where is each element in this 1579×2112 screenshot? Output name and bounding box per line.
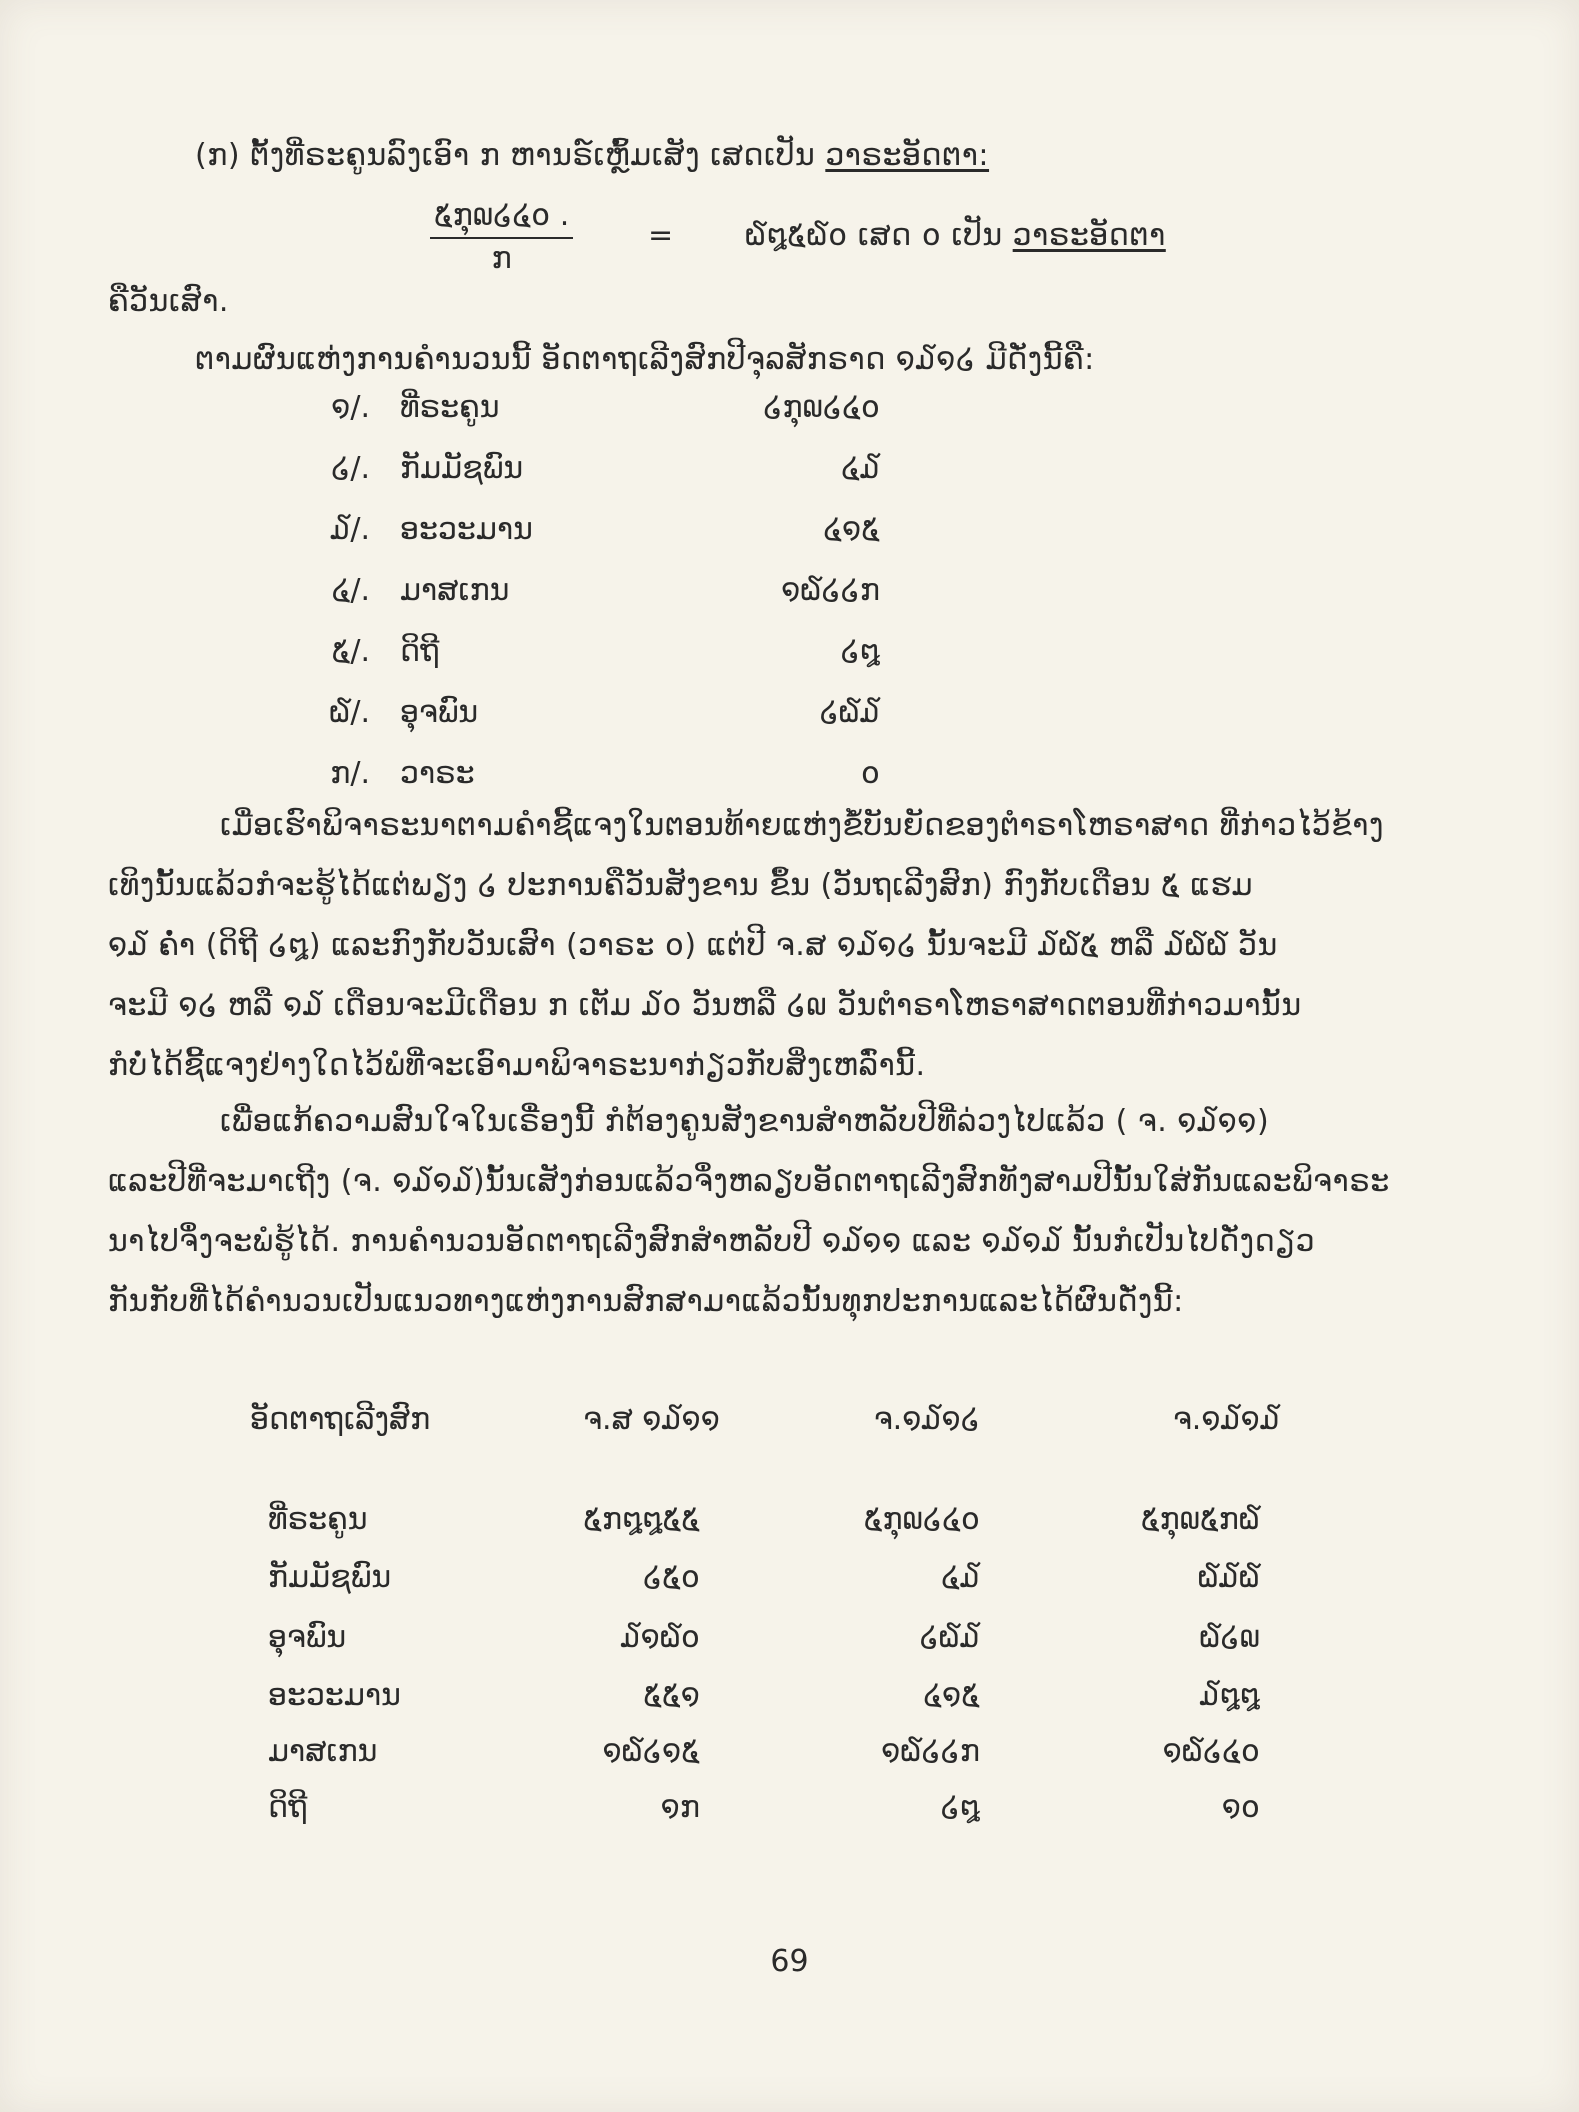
table-row-label: ທີ່ຣະຄູນ <box>268 1502 368 1537</box>
list-item-number: ໑/. <box>331 390 370 425</box>
table-cell: ໒໕໐ <box>642 1560 700 1595</box>
paragraph-line: ເພື່ອແກ້ຄວາມສົນໃຈໃນເຣື່ອງນີ້ ກໍຕ້ອງຄູນສັງຂານສຳຫລັບປີທີ່ລ່ວງໄປແລ້ວ ( ຈ. ໑໓໑໑) <box>220 1104 1270 1139</box>
table-cell: ໔໑໕ <box>923 1678 980 1713</box>
list-item-label: ດິຖີ <box>400 634 440 669</box>
table-header-label: ອັດຕາຖເລີງສົກ <box>250 1402 431 1437</box>
table-cell: ໒໖໓ <box>919 1620 980 1655</box>
text-line-4: ຕາມຜົນແຫ່ງການຄຳນວນນີ້ ອັດຕາຖເລີງສົກປີຈຸລສັກຣາດ ໑໓໑໒ ມີດັ່ງນີ້ຄື: <box>195 342 1095 377</box>
table-header-cell: ຈ.໑໓໑໓ <box>1172 1402 1280 1437</box>
list-item-number: ໒/. <box>331 451 370 486</box>
paragraph-line: ແລະປີທີ່ຈະມາເຖີງ (ຈ. ໑໓໑໓)ນັ້ນເສັງກ່ອນແລ້ວຈຶ່ງຫລຽບອັດຕາຖເລີງສົກທັງສາມປີນັ້ນໃສ່ກັນແລະພິຈາຣະ <box>108 1164 1390 1199</box>
text-line-1 <box>195 138 989 174</box>
table-cell: ໕ກຸ໙໕ກ໖ <box>1140 1502 1260 1537</box>
table-row-label: ດິຖີ <box>268 1790 308 1825</box>
formula-result-underlined: ວາຣະອັດຕາ <box>1012 218 1166 253</box>
list-item-number: ກ/. <box>330 756 370 791</box>
table-cell: ໓໑໖໐ <box>620 1620 700 1655</box>
line-1-underlined: ວາຣະອັດຕາ: <box>825 138 990 173</box>
paragraph-line: ກັນກັບທີ່ໄດ້ຄຳນວນເປັນແນວທາງແຫ່ງການສົກສາມາແລ້ວນັ້ນທຸກປະການແລະໄດ້ຜົນດັ່ງນີ້: <box>108 1284 1184 1319</box>
list-item-value: ໒໘ <box>840 634 880 669</box>
formula-fraction <box>430 198 573 276</box>
list-item-label: ອະວະມານ <box>400 512 533 547</box>
table-cell: ໓໘໘ <box>1199 1678 1260 1713</box>
list-item-label: ທີ່ຣະຄູນ <box>400 390 500 425</box>
formula-equals: = <box>648 218 674 253</box>
list-item-value: ໒ກຸ໙໒໔໐ <box>763 390 880 425</box>
table-cell: ໑ກ <box>660 1790 700 1825</box>
paragraph-line: ກໍບໍ່ໄດ້ຊີ້ແຈງຢ່າງໃດໄວ້ພໍທີ່ຈະເອົາມາພິຈາຣະນາກ່ຽວກັບສິ່ງເຫລົ່ານີ້. <box>108 1048 926 1083</box>
list-item-value: ໔໑໕ <box>823 512 880 547</box>
page-number: 69 <box>770 1944 809 1979</box>
table-cell: ໑໖໒໒ກ <box>881 1734 980 1769</box>
table-cell: ໕ກ໘໘໕໕ <box>583 1502 700 1537</box>
list-item-number: ໖/. <box>329 695 370 730</box>
list-item-number: ໓/. <box>330 512 370 547</box>
list-item-label: ກັມມັຊພົນ <box>400 451 524 486</box>
text-line-3: ຄືວັນເສົາ. <box>108 284 229 319</box>
list-item-value: ໐ <box>860 756 880 791</box>
list-item-label: ວາຣະ <box>400 756 475 791</box>
paragraph-line: ເມື່ອເຮົາພິຈາຣະນາຕາມຄຳຊີ້ແຈງໃນຕອນທ້າຍແຫ່ງຂໍ້ບັນຍັດຂອງຕຳຣາໂຫຣາສາດ ທີ່ກ່າວໄວ້ຂ້າງ <box>220 808 1384 843</box>
table-row-label: ອຸຈພົນ <box>268 1620 347 1655</box>
table-header-cell: ຈ.ສ ໑໓໑໑ <box>583 1402 720 1437</box>
table-header-cell: ຈ.໑໓໑໒ <box>873 1402 980 1437</box>
table-cell: ໔໓ <box>941 1560 980 1595</box>
table-row-label: ມາສເກນ <box>268 1734 378 1769</box>
list-item-value: ໑໖໒໒ກ <box>781 573 880 608</box>
paragraph-line: ໑໓ ຄ່ຳ (ດິຖີ ໒໘) ແລະກົງກັບວັນເສົາ (ວາຣະ ໐) ແຕ່ປີ ຈ.ສ ໑໓໑໒ ນັ້ນຈະມີ ໓໖໕ ຫລື ໓໖໖ ວັນ <box>108 928 1278 963</box>
table-cell: ໑໖໒໑໕ <box>602 1734 700 1769</box>
formula-result <box>745 218 1166 254</box>
table-cell: ໒໘ <box>940 1790 980 1825</box>
formula-denominator: ກ <box>491 241 512 276</box>
table-cell: ໕໕໑ <box>643 1678 700 1713</box>
formula-result-text: ໖໘໕໖໐ ເສດ ໐ ເປັນ <box>745 218 1003 253</box>
table-cell: ໑໖໒໔໐ <box>1162 1734 1260 1769</box>
formula-numerator: ໕ກຸ໙໒໔໐ . <box>430 198 573 239</box>
table-row-label: ອະວະມານ <box>268 1678 401 1713</box>
paragraph-line: ຈະມີ ໑໒ ຫລື ໑໓ ເດືອນຈະມີເດືອນ ກ ເຕັມ ໓໐ ວັນຫລື ໒໙ ວັນຕຳຣາໂຫຣາສາດຕອນທີ່ກ່າວມານັ້ນ <box>108 988 1302 1023</box>
list-item-label: ອຸຈພົນ <box>400 695 479 730</box>
paragraph-line: ເທິງນັ້ນແລ້ວກໍຈະຮູ້ໄດ້ແຕ່ພຽງ ໒ ປະການຄືວັນສັງຂານ ຂຶ້ນ (ວັນຖເລີງສົກ) ກົງກັບເດືອນ ໕ ແຮມ <box>108 868 1254 903</box>
list-item-label: ມາສເກນ <box>400 573 510 608</box>
list-item-value: ໔໓ <box>841 451 880 486</box>
table-cell: ໖໓໖ <box>1197 1560 1260 1595</box>
table-cell: ໑໐ <box>1221 1790 1260 1825</box>
table-cell: ໕ກຸ໙໒໔໐ <box>863 1502 980 1537</box>
list-item-number: ໔/. <box>331 573 370 608</box>
line-1-text: (ກ) ຕັ້ງທີ່ຣະຄູນລົງເອົາ ກ ຫານຣ໌ເຫຼົ້ມເສັງ ເສດເປັນ <box>195 138 816 173</box>
list-item-number: ໕/. <box>331 634 370 669</box>
table-row-label: ກັມມັຊພົນ <box>268 1560 392 1595</box>
table-cell: ໖໒໙ <box>1199 1620 1260 1655</box>
list-item-value: ໒໖໓ <box>819 695 880 730</box>
paragraph-line: ນາໄປຈຶ່ງຈະພໍຮູ້ໄດ້. ການຄຳນວນອັດຕາຖເລີງສົກສຳຫລັບປີ ໑໓໑໑ ແລະ ໑໓໑໓ ນັ້ນກໍເປັນໄປດັ່ງດຽວ <box>108 1224 1316 1259</box>
